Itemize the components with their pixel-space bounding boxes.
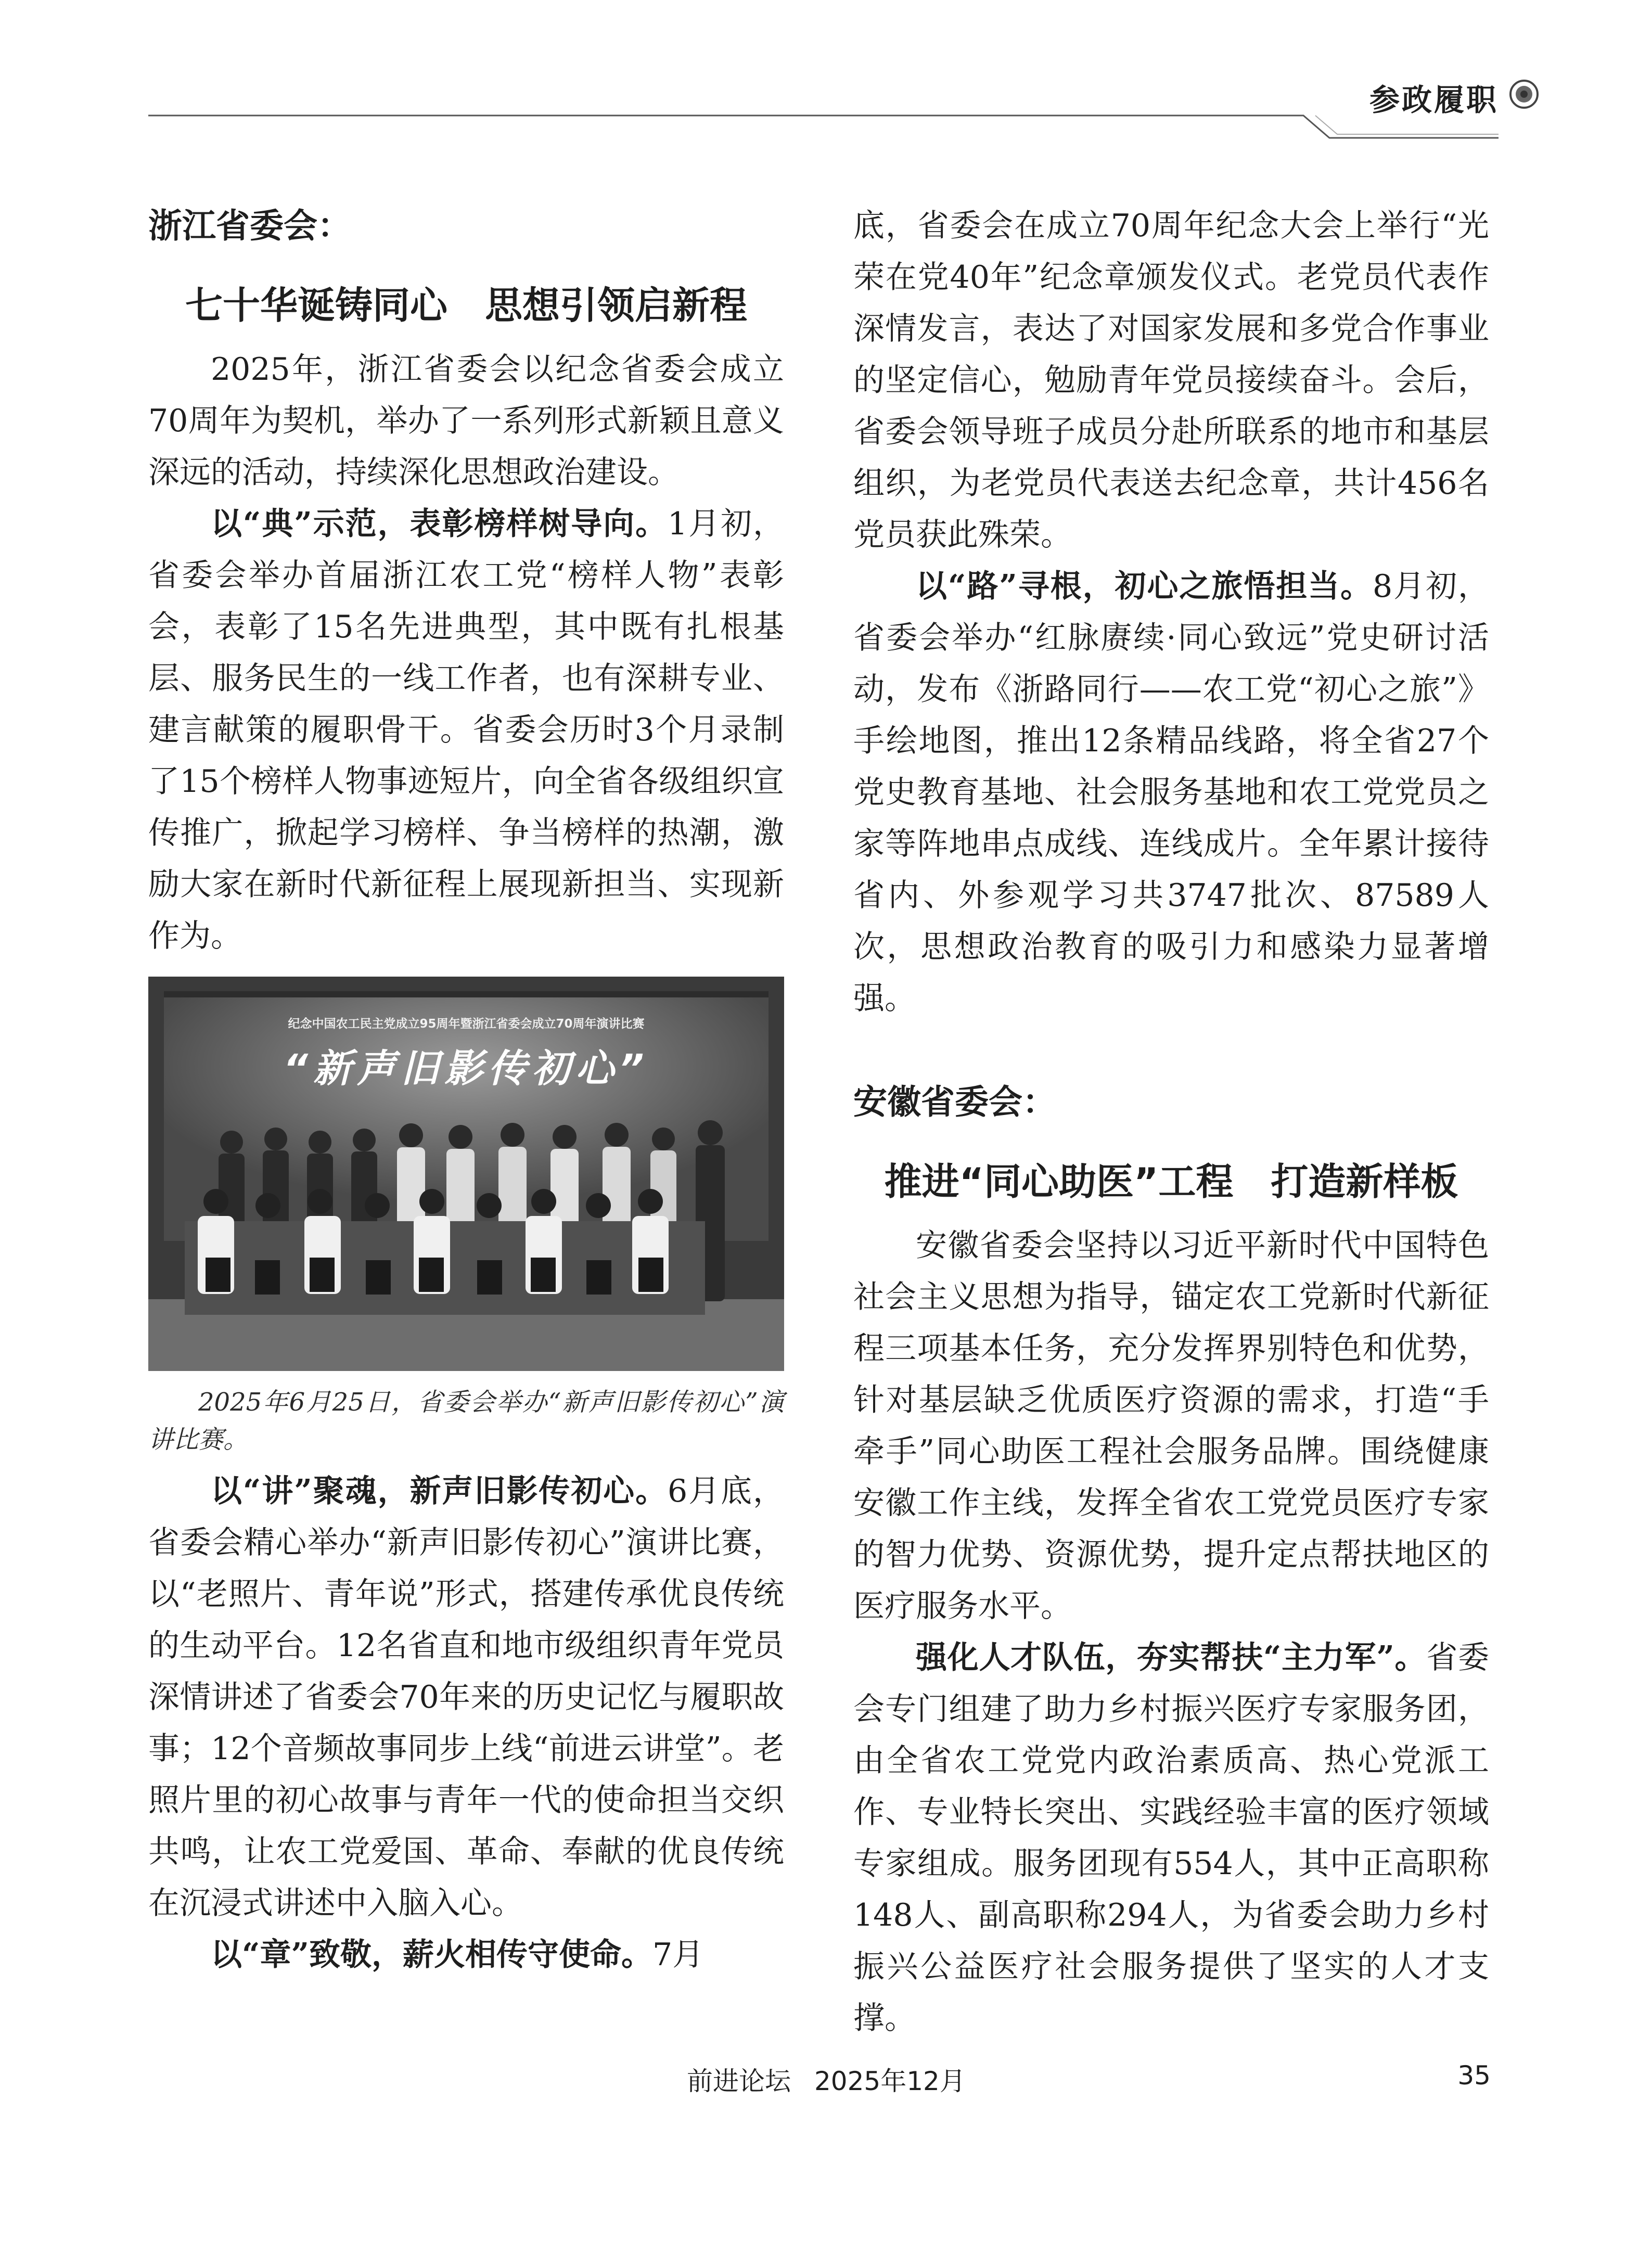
paragraph-jiang <box>148 1466 784 1929</box>
paragraph-text: 1月初，省委会举办首届浙江农工党“榜样人物”表彰会，表彰了15名先进典型，其中既有扎根基层、服务民生的一线工作者，也有深耕专业、建言献策的履职骨干。省委会历时3个月录制了15个榜样人物事迹短片，向全省各级组织宣传推广，掀起学习榜样、争当榜样的热潮，激励大家在新时代新征程上展现新担当、实现新作为。 <box>148 506 784 954</box>
paragraph-zhang-continued: 底，省委会在成立70周年纪念大会上举行“光荣在党40年”纪念章颁发仪式。老党员代表作深情发言，表达了对国家发展和多党合作事业的坚定信心，勉励青年党员接续奋斗。会后，省委会领导班子成员分赴所联系的地市和基层组织，为老党员代表送去纪念章，共计456名党员获此殊荣。 <box>853 208 1489 553</box>
org-heading-anhui: 安徽省委会： <box>853 1083 1057 1122</box>
paragraph-dian <box>148 498 784 962</box>
org-heading-zhejiang: 浙江省委会： <box>148 207 352 246</box>
article-title-zhejiang: 七十华诞铸同心 思想引领启新程 <box>185 284 747 327</box>
page-number: 35 <box>1457 2060 1491 2091</box>
paragraph-text: 6月底，省委会精心举办“新声旧影传初心”演讲比赛，以“老照片、青年说”形式，搭建传承优良传统的生动平台。12名省直和地市级组织青年党员深情讲述了省委会70年来的历史记忆与履职故事；12个音频故事同步上线“前进云讲堂”。老照片里的初心故事与青年一代的使命担当交织共鸣，让农工党爱国、革命、奉献的优良传统在沉浸式讲述中入脑入心。 <box>148 1473 784 1921</box>
photo-banner-title: “新声旧影传初心” <box>283 1046 649 1091</box>
paragraph-lead: 以“讲”聚魂，新声旧影传初心。 <box>211 1473 668 1509</box>
intro-paragraph: 安徽省委会坚持以习近平新时代中国特色社会主义思想为指导，锚定农工党新时代新征程三项基本任务，充分发挥界别特色和优势，针对基层缺乏优质医疗资源的需求，打造“手牵手”同心助医工程社会服务品牌。围绕健康安徽工作主线，发挥全省农工党党员医疗专家的智力优势、资源优势，提升定点帮扶地区的医疗服务水平。 <box>853 1227 1489 1624</box>
paragraph-text: 省委会专门组建了助力乡村振兴医疗专家服务团，由全省农工党党内政治素质高、热心党派工作、专业特长突出、实践经验丰富的医疗领域专家组成。服务团现有554人，其中正高职称148人、副高职称294人，为省委会助力乡村振兴公益医疗社会服务提供了坚实的人才支撑。 <box>853 1639 1490 2036</box>
event-photo <box>148 977 784 1371</box>
paragraph-lead: 以“典”示范，表彰榜样树导向。 <box>211 506 668 542</box>
photo-caption: 2025年6月25日，省委会举办“新声旧影传初心”演讲比赛。 <box>148 1388 784 1454</box>
issue-date: 2025年12月 <box>814 2066 966 2096</box>
section-label: 参政履职 <box>1369 82 1499 118</box>
paragraph-lead: 以“章”致敬，薪火相传守使命。 <box>211 1937 653 1973</box>
photo-banner-subtitle: 纪念中国农工民主党成立95周年暨浙江省委会成立70周年演讲比赛 <box>288 1017 645 1031</box>
magazine-name: 前进论坛 <box>687 2066 791 2096</box>
paragraph-zhang <box>148 1929 784 1981</box>
article-title-anhui: 推进“同心助医”工程 打造新样板 <box>884 1160 1458 1203</box>
intro-paragraph: 2025年，浙江省委会以纪念省委会成立70周年为契机，举办了一系列形式新颖且意义深远的活动，持续深化思想政治建设。 <box>148 351 784 491</box>
target-icon <box>1508 78 1540 110</box>
right-column <box>853 200 1489 2044</box>
paragraph-lead: 强化人才队伍，夯实帮扶“主力军”。 <box>916 1639 1427 1676</box>
paragraph-text: 8月初，省委会举办“红脉赓续·同心致远”党史研讨活动，发布《浙路同行——农工党“初心之旅”》手绘地图，推出12条精品线路，将全省27个党史教育基地、社会服务基地和农工党党员之家等阵地串点成线、连线成片。全年累计接待省内、外参观学习共3747批次、87589人次，思想政治教育的吸引力和感染力显著增强。 <box>853 568 1489 1017</box>
paragraph-lu <box>853 561 1489 1024</box>
paragraph-rencai <box>853 1632 1489 2044</box>
paragraph-text: 7月 <box>652 1937 704 1973</box>
left-column <box>148 200 784 1981</box>
page-footer <box>0 2060 1652 2102</box>
paragraph-lead: 以“路”寻根，初心之旅悟担当。 <box>916 568 1373 605</box>
